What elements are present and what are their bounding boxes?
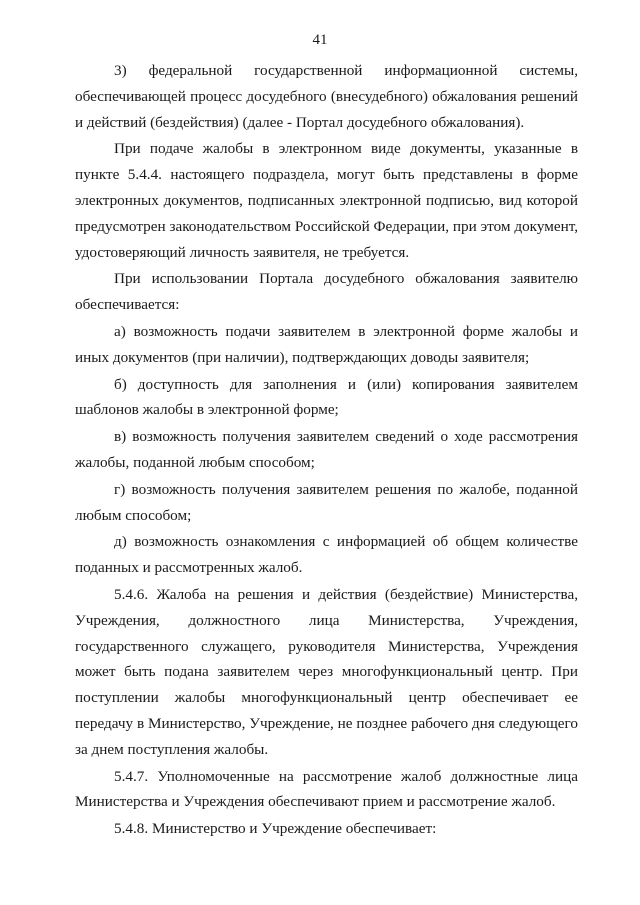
list-item-b: б) доступность для заполнения и (или) копирования заявителем шаблонов жалобы в электронной форме;: [75, 375, 578, 419]
list-item-a: а) возможность подачи заявителем в электронной форме жалобы и иных документов (при наличии), подтверждающих доводы заявителя;: [75, 322, 578, 366]
list-item-d: д) возможность ознакомления с информацией об общем количестве поданных и рассмотренных жалоб.: [75, 533, 578, 577]
paragraph-electronic-submission: При подаче жалобы в электронном виде документы, указанные в пункте 5.4.4. настоящего подраздела, могут быть представлены в форме электронных документов, подписанных электронной подписью, вид которой предусмотрен законодательством Российской Федерации, при этом документ, удостоверяющий личность заявителя, не требуется.: [75, 140, 578, 261]
paragraph-5-4-6: 5.4.6. Жалоба на решения и действия (бездействие) Министерства, Учреждения, должностного лица Министерства, Учреждения, государственного служащего, руководителя Министерства, Учреждения может быть подана заявителем через многофункциональный центр. При поступлении жалобы многофункциональный центр обеспечивает ее передачу в Министерство, Учреждение, не позднее рабочего дня следующего за днем поступления жалобы.: [75, 585, 578, 758]
paragraph-5-4-7: 5.4.7. Уполномоченные на рассмотрение жалоб должностные лица Министерства и Учреждения обеспечивают прием и рассмотрение жалоб.: [75, 767, 578, 811]
list-item-v: в) возможность получения заявителем сведений о ходе рассмотрения жалобы, поданной любым способом;: [75, 428, 578, 471]
page-number: 41: [312, 32, 328, 48]
document-body: [75, 58, 578, 842]
paragraph-portal-provides: При использовании Портала досудебного обжалования заявителю обеспечивается:: [75, 270, 578, 314]
list-item-g: г) возможность получения заявителем решения по жалобе, поданной любым способом;: [75, 480, 578, 524]
paragraph-5-4-8: 5.4.8. Министерство и Учреждение обеспечивает:: [114, 820, 437, 838]
paragraph-federal-system: 3) федеральной государственной информационной системы, обеспечивающей процесс досудебного (внесудебного) обжалования решений и действий (бездействия) (далее - Портал досудебного обжалования).: [75, 62, 578, 131]
